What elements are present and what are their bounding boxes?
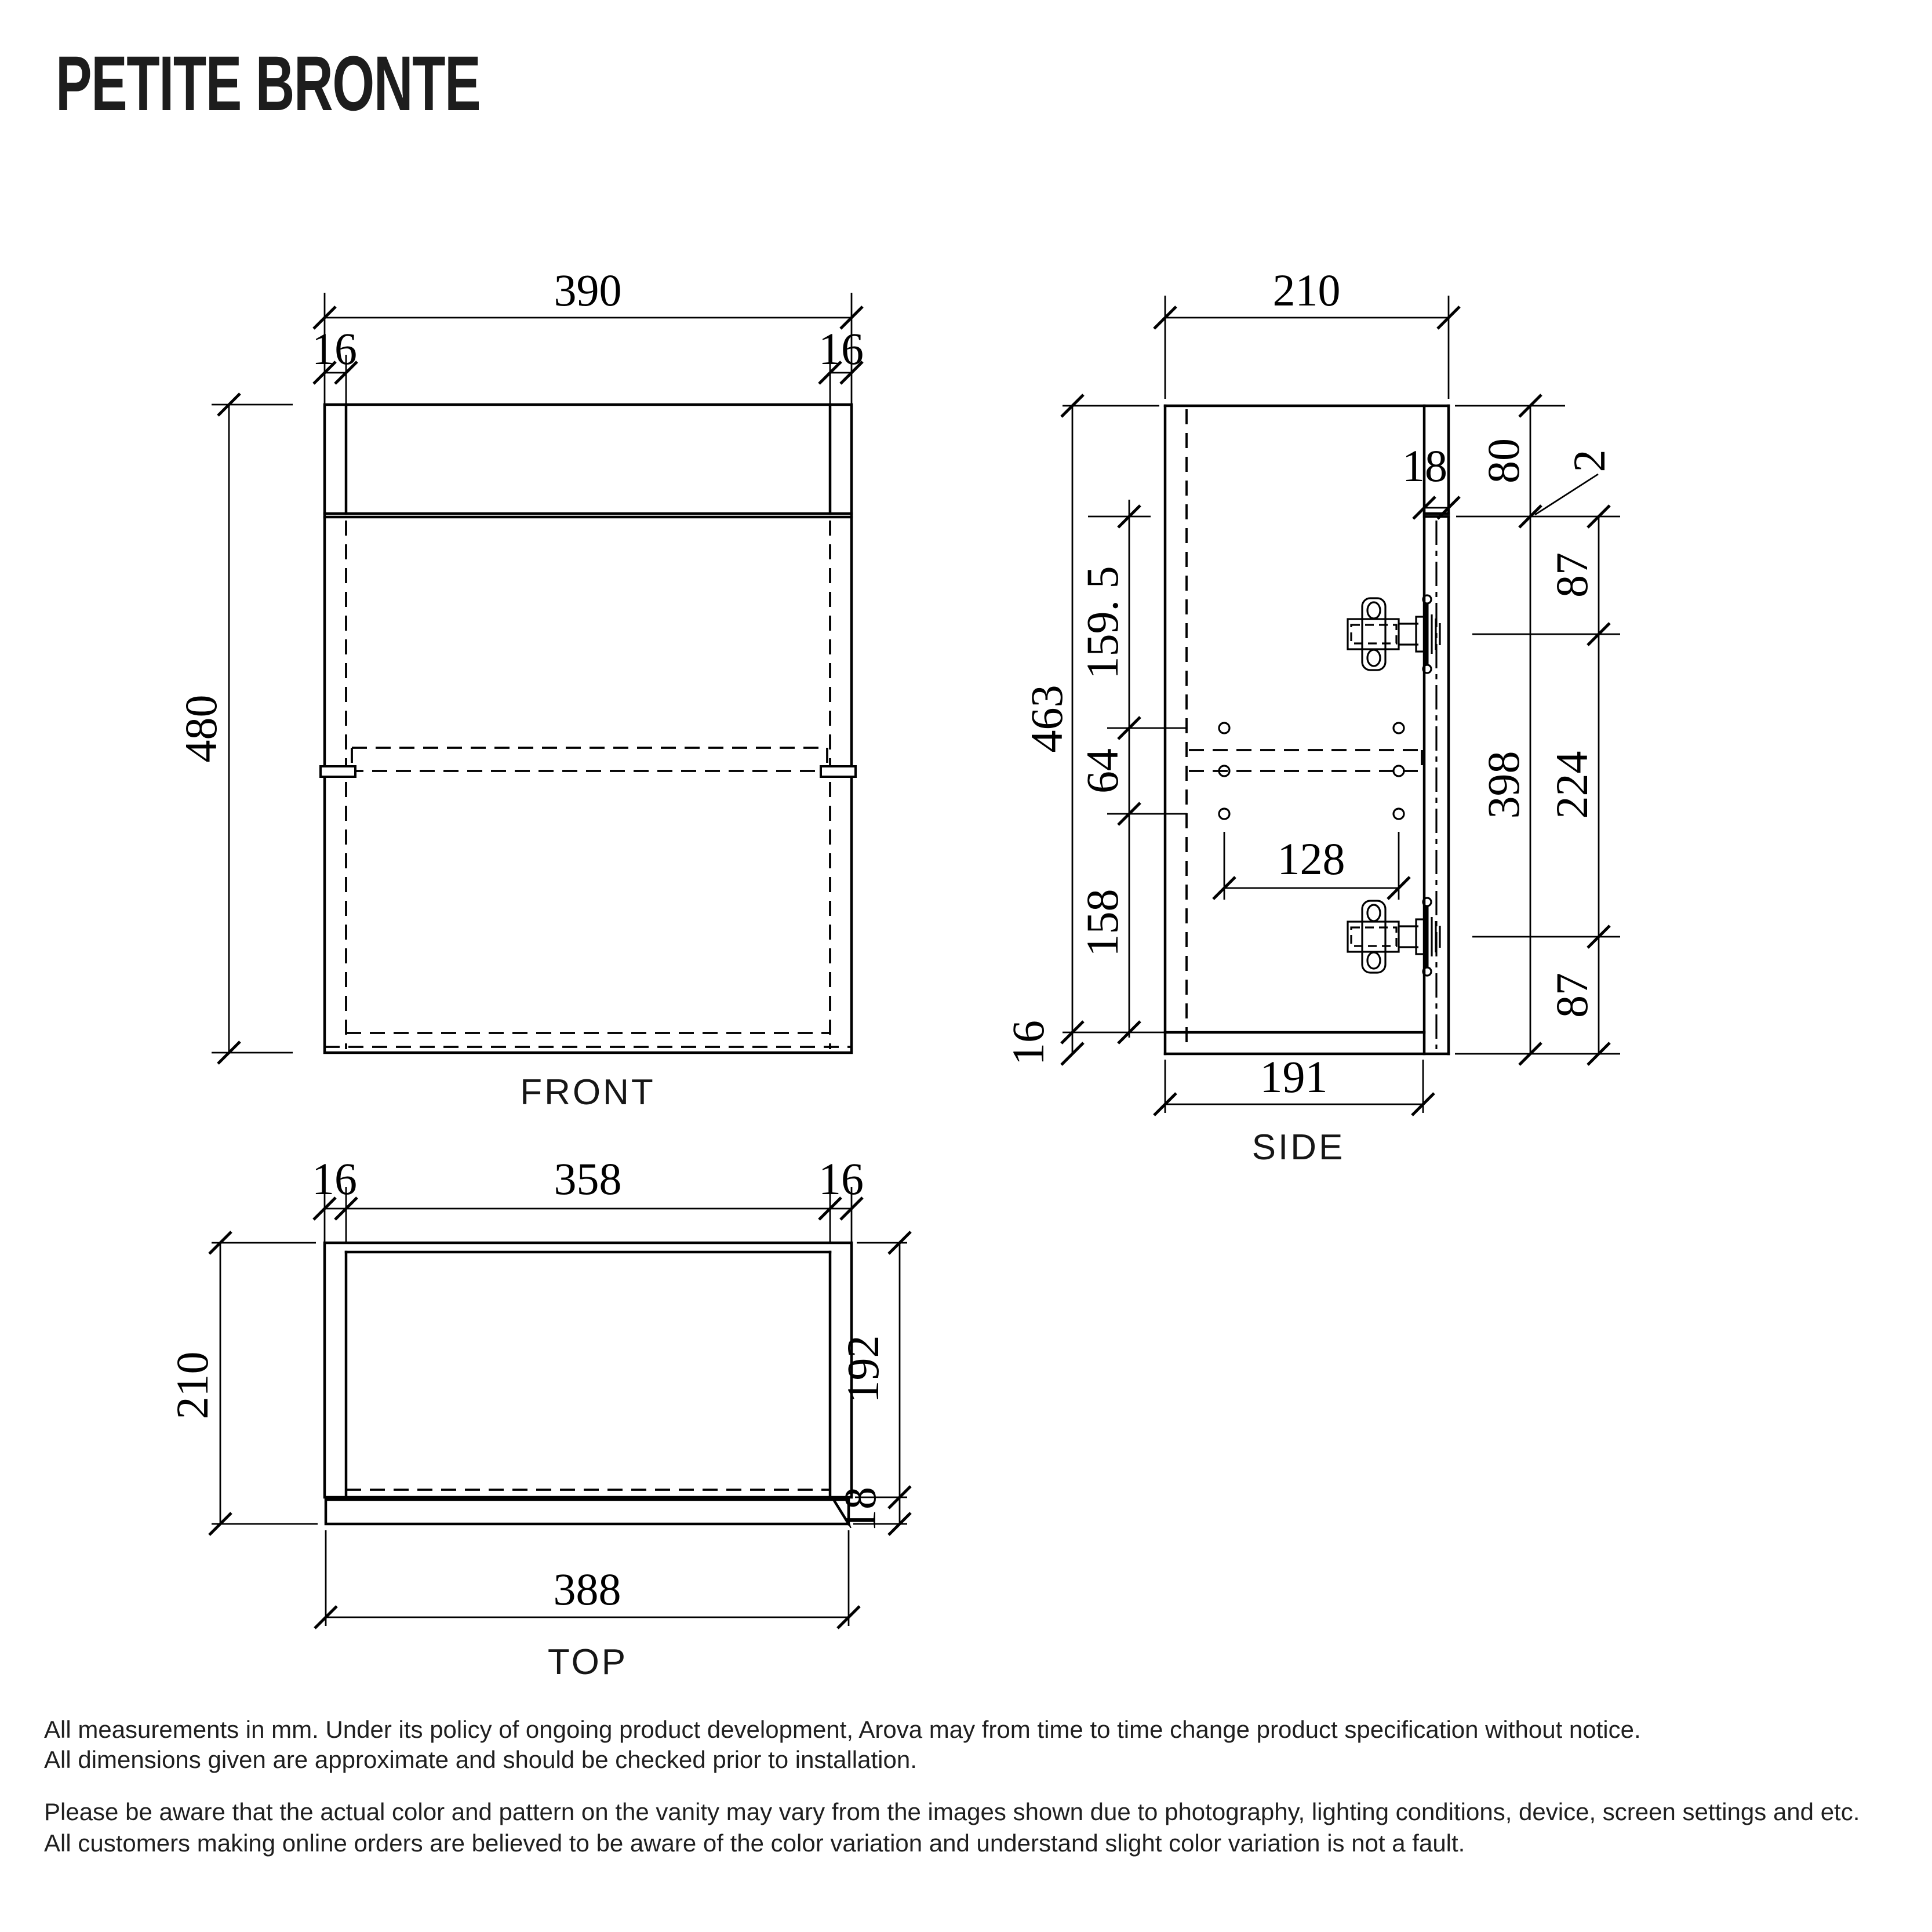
top-carcass-depth-dim: 192 bbox=[838, 1335, 888, 1403]
side-outline bbox=[1165, 406, 1449, 1054]
side-view bbox=[1003, 265, 1620, 1167]
side-hinge-top-dim: 87 bbox=[1547, 552, 1597, 598]
side-door-height-dim: 398 bbox=[1478, 751, 1529, 819]
side-depth-dim: 210 bbox=[1272, 265, 1341, 315]
front-hidden-edges bbox=[325, 521, 852, 1049]
side-hinge-bottom-dim: 87 bbox=[1547, 973, 1597, 1018]
front-view-label: FRONT bbox=[520, 1072, 656, 1112]
side-dimension-lines bbox=[1061, 296, 1620, 1115]
front-panel-left-dim: 16 bbox=[312, 323, 357, 374]
front-panel-right-dim: 16 bbox=[818, 323, 864, 374]
side-hinge-spacing-dim: 224 bbox=[1547, 751, 1597, 819]
side-top-rail-dim: 80 bbox=[1478, 438, 1529, 483]
top-view-label: TOP bbox=[547, 1642, 628, 1682]
hinge-bottom-icon bbox=[1348, 898, 1440, 976]
side-base-depth-dim: 191 bbox=[1260, 1051, 1328, 1102]
top-panel-left-dim: 16 bbox=[312, 1154, 357, 1204]
side-front-edge-dim: 18 bbox=[1402, 441, 1447, 491]
front-view bbox=[176, 265, 864, 1112]
side-hole-spacing-dim: 128 bbox=[1277, 834, 1345, 884]
side-segment-bottom-dim: 158 bbox=[1077, 889, 1127, 957]
front-height-dim: 480 bbox=[176, 694, 226, 763]
top-panel-right-dim: 16 bbox=[818, 1154, 864, 1204]
front-width-dim: 390 bbox=[554, 265, 622, 315]
front-outline bbox=[325, 405, 852, 1053]
side-hinges bbox=[1348, 595, 1440, 976]
top-door-width-dim: 388 bbox=[553, 1564, 621, 1614]
disclaimer-measurements-line1: All measurements in mm. Under its policy of ongoing product development, Arova may from time to time change product specification without notice. bbox=[44, 1716, 1641, 1743]
top-depth-dim: 210 bbox=[167, 1351, 217, 1420]
hinge-top-icon bbox=[1348, 595, 1440, 673]
side-view-label: SIDE bbox=[1251, 1127, 1345, 1167]
top-door-thickness-dim: 18 bbox=[835, 1487, 885, 1532]
front-dimension-lines bbox=[212, 293, 863, 1064]
page-title: PETITE BRONTE bbox=[56, 41, 481, 127]
top-outline bbox=[325, 1243, 852, 1524]
disclaimer-color-line1: Please be aware that the actual color and pattern on the vanity may vary from the images shown due to photography, lighting conditions, device, screen settings and etc. bbox=[44, 1798, 1860, 1825]
side-hidden-edges bbox=[1187, 409, 1436, 1050]
top-view bbox=[167, 1154, 911, 1682]
top-inner-width-dim: 358 bbox=[554, 1154, 622, 1204]
side-segment-top-dim: 159. 5 bbox=[1077, 566, 1127, 679]
side-door-gap-dim: 2 bbox=[1564, 449, 1614, 472]
disclaimer-color-line2: All customers making online orders are believed to be aware of the color variation and understand slight color variation is not a fault. bbox=[44, 1829, 1465, 1857]
side-bottom-panel-dim: 16 bbox=[1003, 1020, 1053, 1065]
disclaimer-measurements-line2: All dimensions given are approximate and should be checked prior to installation. bbox=[44, 1746, 917, 1773]
side-segment-shelf-dim: 64 bbox=[1077, 748, 1127, 794]
side-interior-height-dim: 463 bbox=[1021, 685, 1072, 753]
